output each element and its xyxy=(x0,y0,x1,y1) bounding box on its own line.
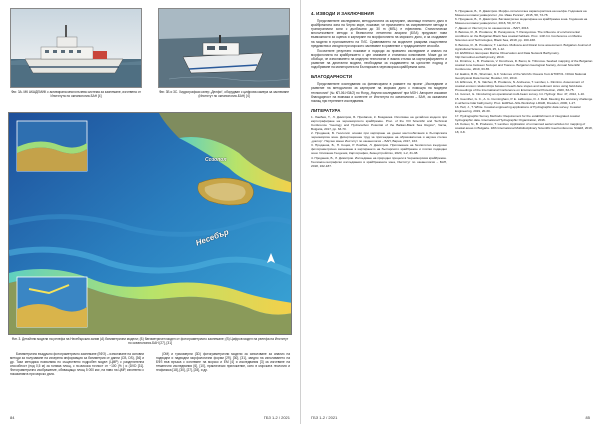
section-heading: 4. ИЗВОДИ И ЗАКЛЮЧЕНИЯ xyxy=(311,11,374,16)
reference-item: 3. Продaнов, Б., Н. Коцев, Р. Ломбев, Л. Димитров. Приложение на безпилотно въздушно фотограметрично заснемане в картирането на българското крайбрежие и плитки подводни зони. Списание Геодезия, Картография, Земеустройство, 2020, 1-2, 31-38. xyxy=(311,143,447,156)
reference-item: 15. Guenther, G. C., A. G. Cunningham, P. E. LaRocque, D. J. Reid. Meeting the accuracy challenge in airborne lidar bathymetry. Proc. EARSeL-SIG-Workshop LIDAR, Dresden, 2000, 1-27. xyxy=(455,96,593,105)
reference-item: 13. Elfimova, P., N. Valchev, B. Prodanov, N. Andreeva, T. Lambev, L. Dimitrov. Assessment of coastal erosion relationships between beach-face slopes and sediment sizes using field data. Proceedings of the International Conference on Environmental Protection, 2020, 63-75. xyxy=(455,80,584,92)
reference-item: 7. Данни от Института по океанология – БАН, 2013. xyxy=(455,25,530,30)
left-paragraph-2: (ОМ) и трикомерни (3D) фотограметрични модели за използване за анализ на подводни и надводни морфологични форми [29], [30], [31], заедно на използването на БФЗ във връзка с изготвяне на морско и ЕМ [4] и изследвания [3] за изготвяне на тематични изследвания [6], [10], практически приложение, като в морската геология и геофизика [18], [30], [27], [28], и др. xyxy=(156,352,290,373)
left-text-column-2 xyxy=(156,352,290,373)
reference-item: 11. Dimitrov, L., B. Prodanov, V. Doncheva, D. Berov, E. Trifonova. Seabed mapping of the Bulgarian coastal zone between Sozopol and Tsarevo. Bulgarian Geological Society, Annual Scientific Conference, 2019, 63-65. xyxy=(455,59,593,72)
journal-footer-left: ГБЗ 1-2 / 2021 xyxy=(263,415,290,420)
right-column-2 xyxy=(455,10,593,136)
bathymetry-map-image xyxy=(9,113,292,335)
conclusions-paragraph-2: Посочените резултати показват и подходи за правилно изследване и анализ на морфологията на крайбрежието с цел опазване и стопанско използване. Може да се обобщи, че използването на модерни технологии е важна стъпка за картографирането и развитие на дигитални модели, необходими за създаването на цялостен подход и подобряване на мониторинга на Българската черноморска крайбрежна зона. xyxy=(311,48,447,70)
reference-item: 14. Gomez, G. Introducing an operational multi-beam survey. Int. Hydrogr. Rev. 47, 2012, 1-10. xyxy=(455,92,585,97)
reference-item: 12. Eakins, B.W., Sharman, G.F. Volumes of the World's Oceans from ETOPO1. NOAA National Geophysical Data Center, Boulder, CO, 2010. xyxy=(455,71,587,80)
reference-item: 4. Продaнов, Б., Л. Димитров. Изследване на природни процеси в Черноморския крайбрежие. Геоложко-географски изследвания в крайбрежната зона, Институт по океанология – БАН, 2018, 162-187. xyxy=(311,155,447,168)
page-number-left: 84 xyxy=(10,415,15,420)
conclusions-paragraph-1: Представените изследвания, методологията за картиране, засягащи плиткото дъно в крайбрежната зона на Черно море, показват, че прилагането на съвременните методи в трансгранични зони с дълбочини до 30 m (MSL) е ефективно. Статистически многолъчевите методи и безпилотни летателни апарати (БЛА) предлагат нови възможности за оценка и картиране на морфологията на морското дъно, и за създаване на модели в приложението на ГИС. Сравняването на моделите разкрива съществени предимства и изгодни при морското заснемане в сравнение с традиционните способи. xyxy=(311,19,447,48)
journal-footer-right: ГБЗ 1-2 / 2021 xyxy=(311,415,338,420)
boat-photo xyxy=(158,8,290,88)
reference-item: 16. Hell, J., T. White. Coastal engineering applications of Hydrographic data survey. Coastal Engineering, 2019, 20-30. xyxy=(455,105,581,114)
fig1-caption: Фиг. 3А. МК АКАДЕМИК с активирана многолъчева система за заснемане, изготвена от Института по океанология-БАН [4] xyxy=(11,90,141,98)
left-text-column-1 xyxy=(10,352,144,378)
reference-item: 9. Bekova, R., B. Prodanov, T. Lambev. Mollusca and littoral zone assessment. Bulgarian Journal of Agricultural Science, 2019, 25, 1-12. xyxy=(455,42,592,51)
reference-item: 6. Продaнов, Б., Л. Димитров. Батиметрично моделиране на крайбрежна зона. Годишник на Минно-геоложки университет, 2016, 59, 67-72. xyxy=(455,17,588,26)
reference-item: 18. Kotsev, N., B. Prodanov, T. Lambev. Application of unmanned aerial vehicles for mapping of coastal areas in Bulgaria. 18th International Multidisciplinary Scientific GeoConference SGEM, 2018, 18, 3-8. xyxy=(455,122,593,134)
ack-heading: БЛАГОДАРНОСТИ xyxy=(311,74,353,80)
reference-item: 2. Продaнов, Б. Геология: основи при картиране на дънни местообитания в българската черноморска зона. Дисертационен труд за присъждане на образователна и научна степен „доктор“. Научно звено Институт по океанология – БАН, Варна, 2017, 163. xyxy=(311,131,447,143)
right-page xyxy=(300,0,600,424)
reference-item: 8. Bekova, R., B. Prodanov, M. Panayotova, T. Panayotova. The influence of environmental conditions on the Bulgarian Black Sea coastal habitats. Proc. 14th Int. Conference on Marine Sciences and Technologies, Black Sea, 2018, pp. 160-168. xyxy=(455,30,582,43)
page-number-right: 85 xyxy=(585,415,590,420)
reference-item: 17. Hydrographic Survey Methods: Requirement for the establishment of integrated coastal hydrographic data. International Hydrographic Organization, 2016. xyxy=(455,113,580,122)
fig3-caption: Фиг. 3. Детайлни модели на релефа на Несебърския залив (А) батиметрични модели; (Б) батиметричен модел от фотограметрично заснемане; (В) Цифров модел на релефа на Институт по океанология-БАН [27], [31] xyxy=(11,337,289,345)
ship-photo-image xyxy=(11,9,142,88)
fig2-caption: Фиг. 3Б и 3С. Хидрографски катер „Делфи“, оборудван с цифрова камера за заснемане (Институт по океанология-БАН) [4] xyxy=(158,90,290,98)
left-paragraph-1: Батиметрично въздушно фотограметрично заснемане (БФЗ) – използване на основни методи за получаване на изчерпна информация за батиметрия от данни (CB, DS), [36] и др. Тази методика позволява по съществено подробен модел (ЦМР) с разделителна способност (под 0,5 м) за голяма площ, с по-висока точност от ~100 (% ) и (DVD [31]. Фотограметрично изображение, обхващащо площ 5 000 км², на ниво на ЦМР, изготвено с показанията при морско дъно. xyxy=(10,352,144,377)
ship-photo xyxy=(10,8,142,88)
ack-paragraph: Представените изследвания са финансирани в рамките на проект „Изследване и развитие на методология за картиране на морския дъно с помощта на модерни технологии“ (№ КП-06-Н34/2) по Фонд „Научни изследвания“ при МОН. Авторите изказват благодарност на екипажа и колегите от Института по океанология – БАН, за оказаната помощ при теренните изследвания. xyxy=(311,82,447,103)
references-list-2 xyxy=(455,10,593,135)
references-list-1 xyxy=(311,116,447,169)
map-label-sozopol: Созопол xyxy=(205,157,227,163)
bathymetry-map xyxy=(8,112,292,335)
reference-item: 5. Продaнов, Б., Л. Димитров. Морфо-литологична характеристика на шелфа. Годишник на Минно-геоложки университет „Св. Иван Рилски“, 2015, 58, 73-78. xyxy=(455,9,587,17)
boat-photo-image xyxy=(159,9,290,88)
right-column-1 xyxy=(311,10,447,169)
reference-item: 10. EMODnet. European Marine Observation and Data Network Bathymetry. http://emodnet.eu/bathymetry, 2019. xyxy=(455,51,560,59)
map-label-nesebar: Несебър xyxy=(194,227,230,248)
lit-heading: ЛИТЕРАТУРА xyxy=(311,107,341,113)
reference-item: 1. Ламбев, Т., Л. Димитров, Б. Прodanов, К. Бояджиев. Изготвяне на детайлни модели при картографиране на черноморското крайбрежие. Proc. of the VIII Scientific and Technical Conference "Geology and Hydrocarbon Potential of the Balkan-Black Sea Region", Varna, Bulgaria, 2017, pp. 63-70. xyxy=(311,114,447,131)
